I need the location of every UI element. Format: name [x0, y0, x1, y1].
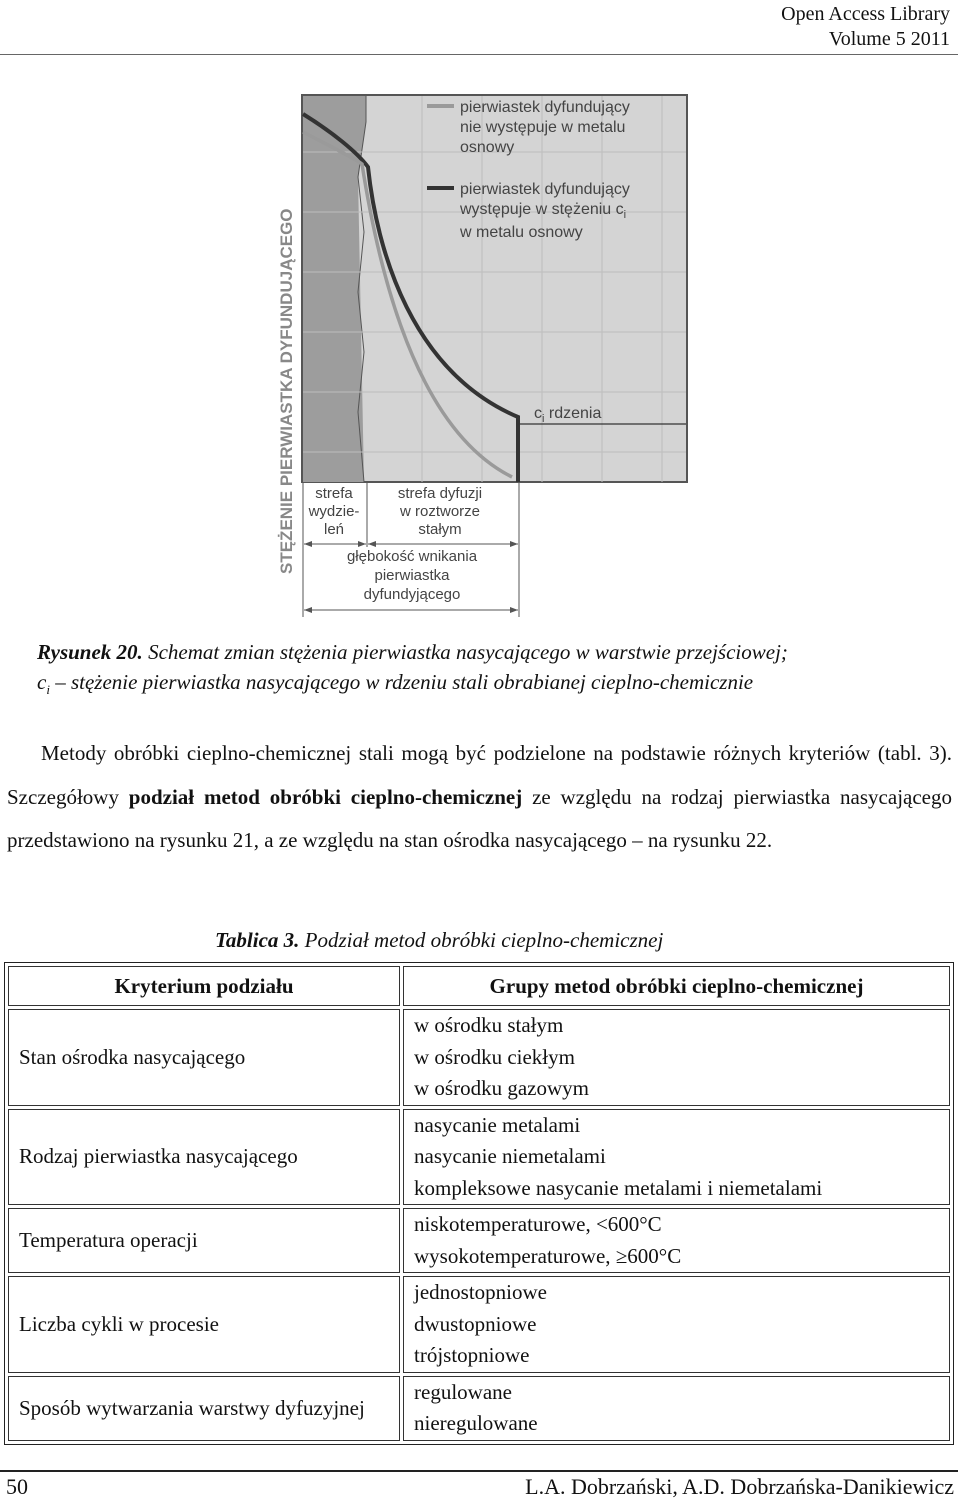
zone-precip-line1: strefa [315, 485, 353, 502]
table-row [8, 1009, 950, 1106]
table-caption [215, 928, 663, 953]
group-item: nasycanie niemetalami [414, 1144, 606, 1168]
table-row [8, 1208, 950, 1273]
legend-absent-line1: pierwiastek dyfundujący [460, 99, 630, 116]
running-header [781, 2, 950, 52]
depth-label-line1: głębokość wnikania [346, 548, 478, 565]
table-row [8, 1376, 950, 1441]
caption-line2: – stężenie pierwiastka nasycającego w rdzeniu stali obrabianej cieplno-chemicznie [49, 670, 754, 694]
legend-present-line1: pierwiastek dyfundujący [460, 181, 630, 198]
groups-cell [403, 1376, 950, 1441]
group-item: kompleksowe nasycanie metalami i niemetalami [414, 1175, 823, 1200]
legend-absent-line3: osnowy [460, 139, 515, 156]
group-item: w ośrodku stałym [414, 1013, 564, 1037]
paragraph-text-1: Metody obróbki cieplno-chemicznej stali mogą być podzielone na podstawie różnych kryteriów (tabl. 3). Szczegółowy [7, 741, 952, 809]
header-volume: Volume 5 2011 [828, 28, 950, 50]
caption-ci-sub: i [46, 682, 50, 698]
header-library: Open Access Library [781, 3, 950, 25]
header-criterion: Kryterium podziału [8, 966, 400, 1006]
body-paragraph [7, 732, 952, 863]
legend-absent-line2: nie występuje w metalu [460, 119, 626, 136]
criterion-cell: Rodzaj pierwiastka nasycającego [8, 1109, 400, 1206]
depth-label-line2: pierwiastka [374, 567, 450, 584]
paragraph-bold: podział metod obróbki cieplno-chemicznej [128, 784, 523, 809]
header-groups: Grupy metod obróbki cieplno-chemicznej [403, 966, 950, 1006]
classification-table [4, 962, 954, 1445]
table-number: Tablica 3. [215, 928, 300, 952]
group-item: niskotemperaturowe, <600°C [414, 1212, 662, 1236]
figure-caption [37, 637, 937, 705]
zone-diffusion-line2: w roztworze [399, 503, 481, 520]
caption-ci: c [37, 670, 47, 694]
group-item: regulowane [414, 1379, 512, 1404]
groups-cell [403, 1109, 950, 1206]
criterion-cell: Sposób wytwarzania warstwy dyfuzyjnej [8, 1376, 400, 1441]
table-row [8, 1109, 950, 1206]
table-row [8, 1276, 950, 1373]
zone-diffusion-line3: stałym [418, 521, 462, 538]
ci-core-label: $c_i$ rdzenia [534, 405, 602, 425]
group-item: nasycanie metalami [414, 1112, 581, 1137]
groups-cell [403, 1208, 950, 1273]
group-item: trójstopniowe [414, 1343, 530, 1367]
page-number: 50 [6, 1474, 28, 1499]
legend-present-line2: występuje w stężeniu $c_i$ [460, 201, 627, 221]
group-item: w ośrodku gazowym [414, 1076, 589, 1100]
legend-present-line3: w metalu osnowy [460, 224, 583, 241]
zone-precip-line3: leń [323, 521, 345, 538]
depth-label-line3: dyfundyjącego [363, 586, 461, 603]
footer-divider [0, 1470, 958, 1472]
group-item: nieregulowane [414, 1411, 538, 1435]
criterion-cell: Stan ośrodka nasycającego [8, 1009, 400, 1106]
concentration-diagram [262, 92, 712, 622]
caption-line1: Schemat zmian stężenia pierwiastka nasycającego w warstwie przejściowej; [142, 640, 788, 664]
criterion-cell: Liczba cykli w procesie [8, 1276, 400, 1373]
group-item: wysokotemperaturowe, ≥600°C [414, 1243, 682, 1268]
group-item: dwustopniowe [414, 1311, 537, 1336]
header-divider [0, 54, 958, 55]
footer-authors: L.A. Dobrzański, A.D. Dobrzańska-Danikiewicz [525, 1474, 954, 1499]
table-header-row [8, 966, 950, 1006]
zone-diffusion-line1: strefa dyfuzji [397, 485, 483, 502]
figure-number: Rysunek 20. [37, 640, 143, 664]
groups-cell [403, 1276, 950, 1373]
criterion-cell: Temperatura operacji [8, 1208, 400, 1273]
table-caption-text: Podział metod obróbki cieplno-chemicznej [299, 928, 664, 952]
groups-cell [403, 1009, 950, 1106]
group-item: jednostopniowe [414, 1280, 547, 1304]
paragraph-text-2: ze względu na rodzaj pierwiastka nasycającego przedstawiono na rysunku 21, a ze względu na stan ośrodka nasycającego – na rysunku 22. [7, 784, 952, 852]
group-item: w ośrodku ciekłym [414, 1044, 575, 1069]
y-axis-label: STĘŻENIE PIERWIASTKA DYFUNDUJĄCEGO [277, 208, 296, 574]
zone-precip-line2: wydzie- [308, 503, 360, 520]
